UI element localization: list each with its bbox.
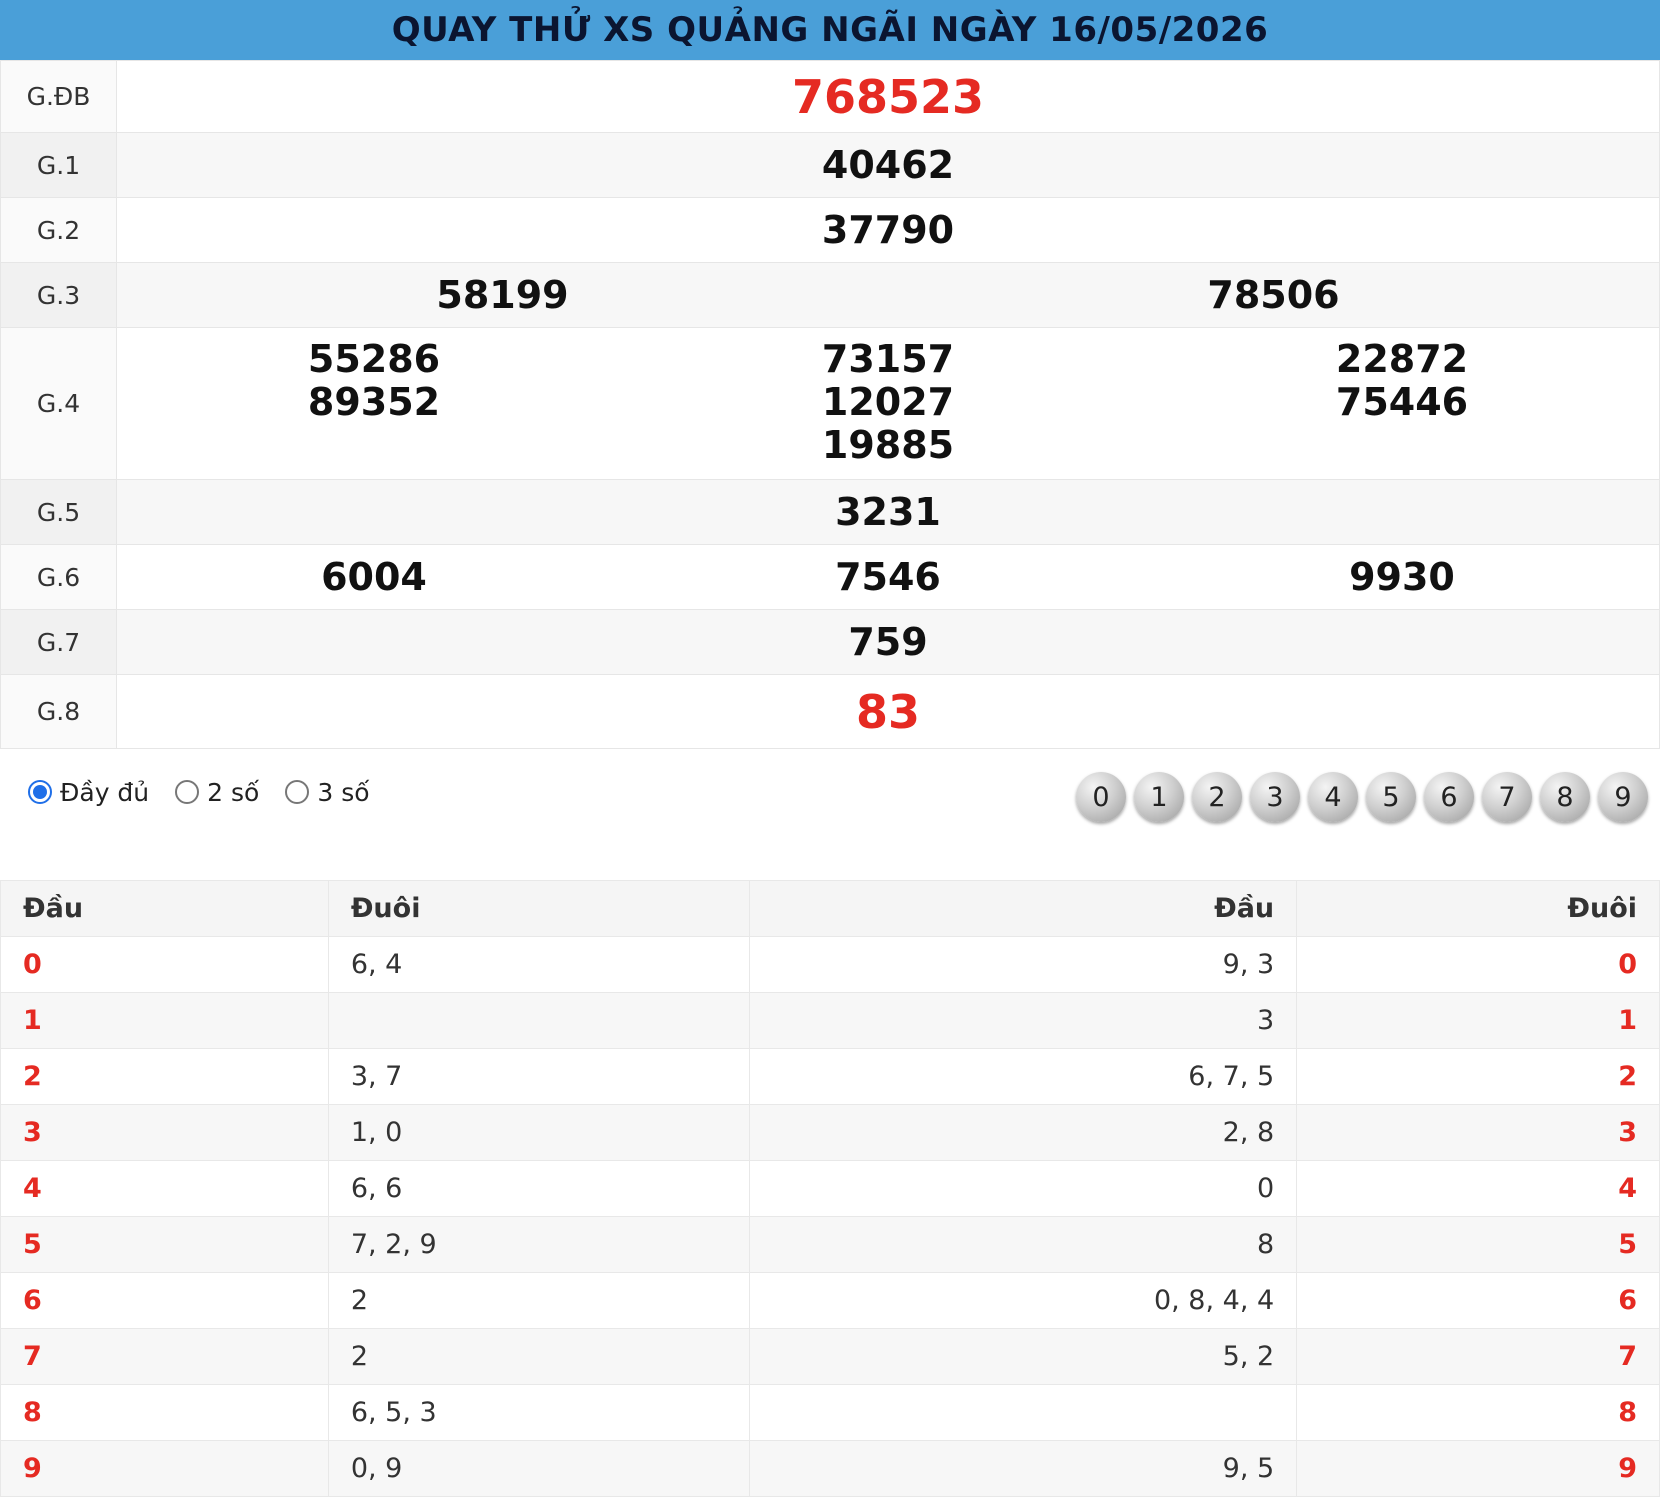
- prize-number: 75446: [1335, 380, 1469, 424]
- row-head-digit: 1: [1, 993, 329, 1049]
- prize-label-g5: G.5: [1, 480, 117, 545]
- col-header-duoi: Đuôi: [328, 881, 749, 937]
- table-row: [1, 1105, 1660, 1161]
- table-row: [1, 937, 1660, 993]
- filter-2-digit-radio[interactable]: [175, 780, 199, 804]
- row-tail-digit: 3: [1297, 1105, 1660, 1161]
- row-tail-values: 2: [328, 1329, 749, 1385]
- row-head-digit: 9: [1, 1441, 329, 1497]
- digit-ball-4[interactable]: 4: [1308, 772, 1358, 822]
- row-head-values: 0: [749, 1161, 1297, 1217]
- table-row: [1, 993, 1660, 1049]
- display-filter-group: [28, 772, 370, 812]
- prize-number: 78506: [1207, 272, 1340, 317]
- prize-number: 3231: [835, 489, 941, 534]
- row-head-values: 8: [749, 1217, 1297, 1273]
- row-tail-digit: 5: [1297, 1217, 1660, 1273]
- row-head-digit: 4: [1, 1161, 329, 1217]
- row-head-values: 9, 5: [749, 1441, 1297, 1497]
- prize-number: 37790: [821, 207, 955, 252]
- row-tail-digit: 2: [1297, 1049, 1660, 1105]
- row-tail-digit: 4: [1297, 1161, 1660, 1217]
- digit-ball-selector: [1076, 772, 1648, 822]
- row-tail-values: 2: [328, 1273, 749, 1329]
- row-head-digit: 3: [1, 1105, 329, 1161]
- table-row: [1, 1049, 1660, 1105]
- page-title: QUAY THỬ XS QUẢNG NGÃI NGÀY 16/05/2026: [0, 0, 1660, 60]
- prize-label-g8: G.8: [1, 675, 117, 749]
- filter-2-digit-option[interactable]: [175, 778, 259, 807]
- table-row: [1, 1217, 1660, 1273]
- row-tail-values: [328, 993, 749, 1049]
- prize-number: 7546: [835, 554, 941, 599]
- row-tail-values: 3, 7: [328, 1049, 749, 1105]
- prize-number: 759: [848, 619, 928, 664]
- prize-number: 89352: [307, 380, 441, 424]
- digit-ball-0[interactable]: 0: [1076, 772, 1126, 822]
- row-head-values: 0, 8, 4, 4: [749, 1273, 1297, 1329]
- row-tail-values: 6, 5, 3: [328, 1385, 749, 1441]
- prize-label-g7: G.7: [1, 610, 117, 675]
- filter-full-label: Đầy đủ: [60, 777, 150, 807]
- row-head-digit: 6: [1, 1273, 329, 1329]
- row-tail-digit: 8: [1297, 1385, 1660, 1441]
- digit-ball-9[interactable]: 9: [1598, 772, 1648, 822]
- row-head-values: 2, 8: [749, 1105, 1297, 1161]
- table-row: [1, 1161, 1660, 1217]
- row-tail-values: 7, 2, 9: [328, 1217, 749, 1273]
- digit-ball-5[interactable]: 5: [1366, 772, 1416, 822]
- prize-label-g1: G.1: [1, 133, 117, 198]
- filter-3-digit-option[interactable]: [285, 778, 369, 807]
- prize-label-g2: G.2: [1, 198, 117, 263]
- digit-ball-1[interactable]: 1: [1134, 772, 1184, 822]
- row-tail-values: 6, 4: [328, 937, 749, 993]
- digit-ball-2[interactable]: 2: [1192, 772, 1242, 822]
- prize-number: 55286: [307, 337, 441, 381]
- row-tail-digit: 9: [1297, 1441, 1660, 1497]
- row-tail-values: 1, 0: [328, 1105, 749, 1161]
- table-row: [1, 1273, 1660, 1329]
- row-tail-digit: 7: [1297, 1329, 1660, 1385]
- row-tail-digit: 0: [1297, 937, 1660, 993]
- prize-number: 22872: [1335, 337, 1469, 381]
- prize-label-g4: G.4: [1, 328, 117, 480]
- row-tail-values: 6, 6: [328, 1161, 749, 1217]
- loto-head-tail-table: [0, 880, 1660, 1497]
- prize-label-g3: G.3: [1, 263, 117, 328]
- prize-number: 19885: [821, 423, 955, 467]
- table-row: [1, 1329, 1660, 1385]
- filter-full-option[interactable]: [28, 778, 149, 807]
- digit-ball-3[interactable]: 3: [1250, 772, 1300, 822]
- row-head-values: 6, 7, 5: [749, 1049, 1297, 1105]
- row-head-values: 5, 2: [749, 1329, 1297, 1385]
- row-head-digit: 5: [1, 1217, 329, 1273]
- col-header-dau: Đầu: [1, 881, 329, 937]
- special-prize-number: 768523: [791, 69, 985, 124]
- prize-number: 73157: [821, 337, 955, 381]
- row-head-digit: 8: [1, 1385, 329, 1441]
- table-row: [1, 1385, 1660, 1441]
- filter-2-digit-label: 2 số: [207, 777, 260, 807]
- row-tail-values: 0, 9: [328, 1441, 749, 1497]
- prize-label-g6: G.6: [1, 545, 117, 610]
- row-head-values: 9, 3: [749, 937, 1297, 993]
- row-head-values: [749, 1385, 1297, 1441]
- row-head-digit: 7: [1, 1329, 329, 1385]
- prize-number: 12027: [821, 380, 955, 424]
- col-header-duoi-right: Đuôi: [1297, 881, 1660, 937]
- row-head-digit: 2: [1, 1049, 329, 1105]
- filter-full-radio[interactable]: [28, 780, 52, 804]
- prize-number: 6004: [321, 554, 427, 599]
- row-head-values: 3: [749, 993, 1297, 1049]
- digit-ball-6[interactable]: 6: [1424, 772, 1474, 822]
- digit-ball-8[interactable]: 8: [1540, 772, 1590, 822]
- filter-3-digit-label: 3 số: [317, 777, 370, 807]
- table-row: [1, 1441, 1660, 1497]
- prize-number: 9930: [1349, 554, 1455, 599]
- row-head-digit: 0: [1, 937, 329, 993]
- digit-ball-7[interactable]: 7: [1482, 772, 1532, 822]
- col-header-dau-right: Đầu: [749, 881, 1297, 937]
- g8-prize-number: 83: [855, 684, 920, 739]
- prize-label-gdb: G.ĐB: [1, 61, 117, 133]
- filter-3-digit-radio[interactable]: [285, 780, 309, 804]
- results-table: [0, 60, 1660, 749]
- prize-number: 40462: [821, 142, 955, 187]
- loto-header-row: [1, 881, 1660, 937]
- row-tail-digit: 6: [1297, 1273, 1660, 1329]
- prize-number: 58199: [436, 272, 569, 317]
- row-tail-digit: 1: [1297, 993, 1660, 1049]
